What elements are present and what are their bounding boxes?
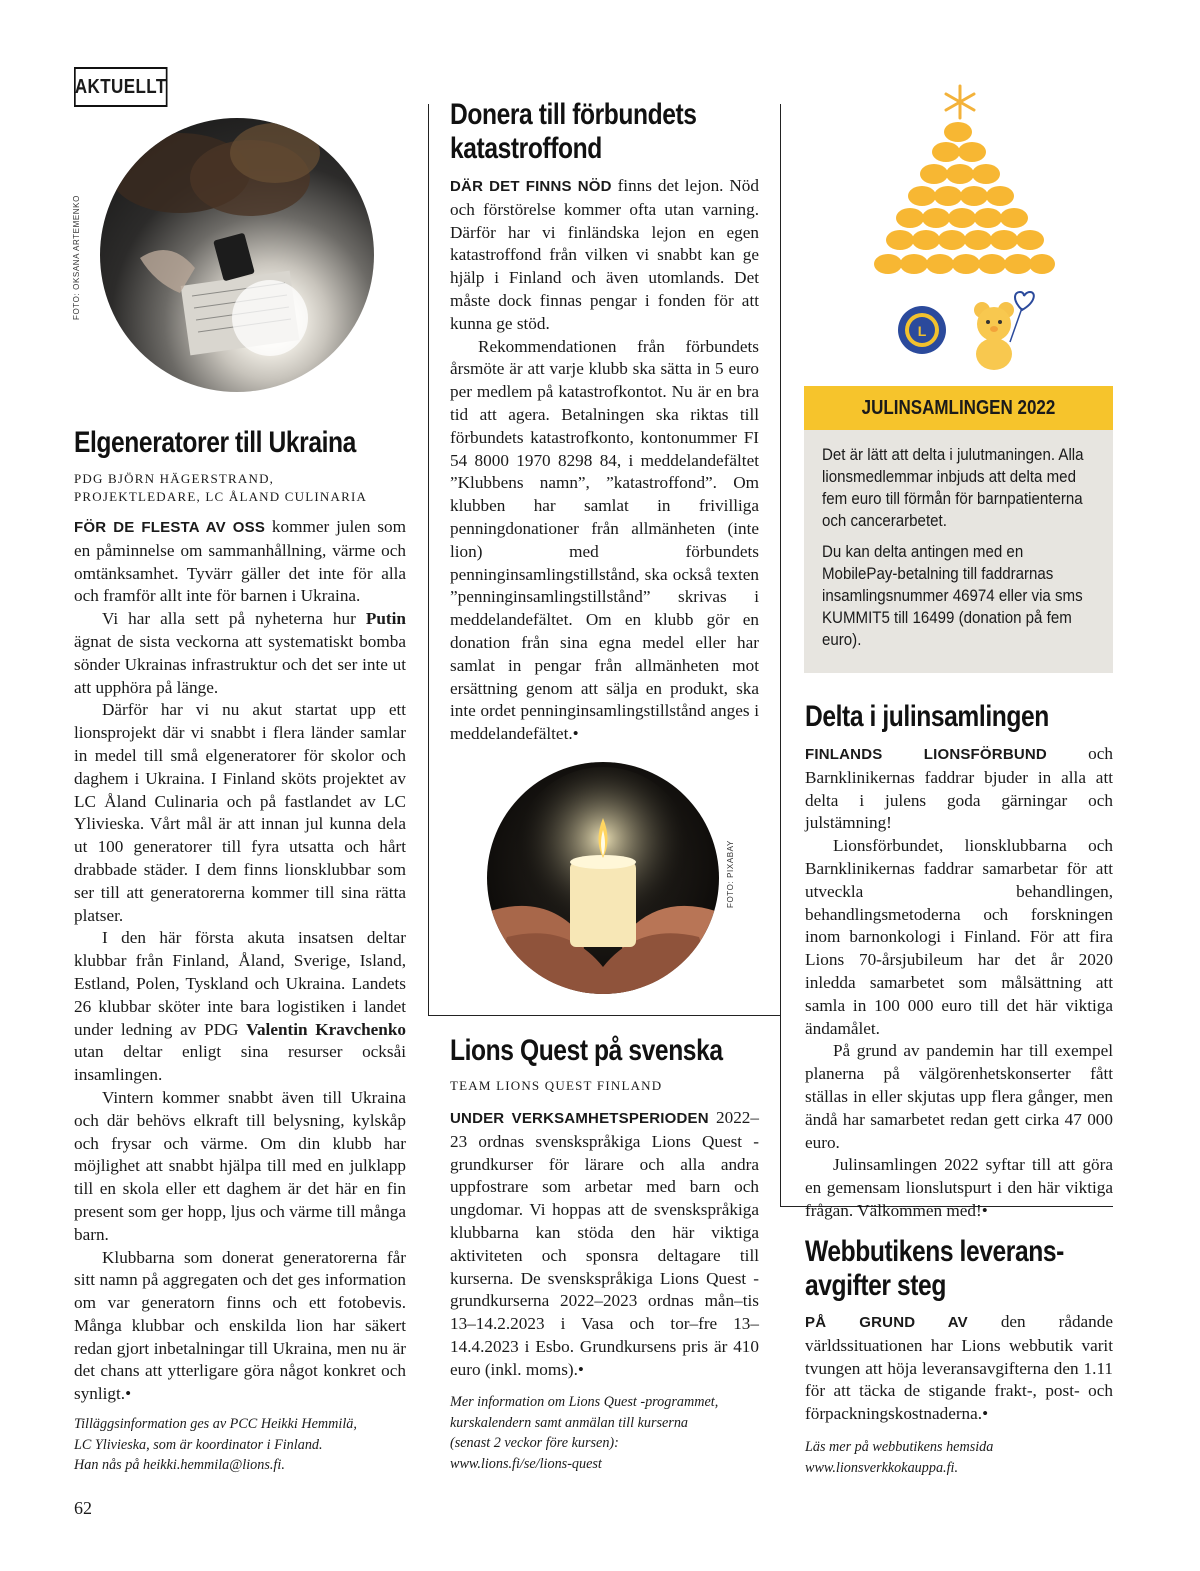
article-title-jul: Delta i julinsamlingen (805, 700, 1049, 733)
note-line: kurskalendern samt anmälan till kurserna (450, 1414, 689, 1431)
paragraph: På grund av pandemin har till exempel planerna på välgörenhetskonserter fått ställas in eller skjutas upp flera gånger, men ändå har samarbetet redan gett cirka 47 000 euro. (805, 1041, 1113, 1152)
note-ukraina (74, 1414, 414, 1476)
paragraph: Vintern kommer snabbt även till Ukraina och där behövs elkraft till belysning, kylskåp och frysar och värme. Om din klubb har möjlighet att snabbt hjälpa till med en julklapp till en skola eller ett daghem är det här en fin present som ger hopp, ljus och värme till många barn. (74, 1087, 406, 1244)
paragraph: Julinsamlingen 2022 syftar till att göra en gemensam lionslutspurt i den här viktiga frågan. Välkommen med!• (805, 1155, 1113, 1220)
article-title-ukraina: Elgeneratorer till Ukraina (74, 426, 356, 459)
note-link[interactable]: www.lionsverkkokauppa.fi. (805, 1459, 959, 1476)
photo-illustration (100, 118, 374, 392)
article-body-quest (450, 1107, 759, 1382)
tree-svg (860, 82, 1060, 377)
christmas-tree-illustration (860, 82, 1060, 377)
article-body-ukraina (74, 516, 406, 1406)
title-line: avgifter steg (805, 1269, 946, 1302)
lions-emblem (898, 306, 946, 354)
paragraph-text: Vi har alla sett på nyheterna hur (102, 609, 366, 629)
section-rule-quest (428, 1015, 780, 1016)
paragraph-text: I den här första akuta insatsen deltar klubbar från Finland, Åland, Sverige, Island, Estland, Polen, Tyskland och Ukraina. Landets 26 klubbar sköter inte bara logistiken i landet under ledning av PDG (74, 928, 406, 1039)
note-webb (805, 1437, 1115, 1478)
teddy-bear-illustration (974, 302, 1014, 370)
note-link[interactable]: www.lions.fi/se/lions-quest (450, 1455, 602, 1472)
title-line: Donera till förbundets (450, 98, 697, 131)
article-body-webb (805, 1311, 1113, 1426)
byline-quest: TEAM LIONS QUEST FINLAND (450, 1078, 663, 1093)
paragraph (805, 743, 1113, 835)
paragraph-text: 2022–23 ordnas svenskspråkiga Lions Quest -grundkurser för lärare och alla andra uppfostrare som arbetar med barn och ungdomar. Vi hoppas att de svenskspråkiga klubbarna kan stöda den här viktiga aktiviteten och sponsra deltagare till kurserna. De svenskspråkiga Lions Quest -grundkurserna 2022–2023 ordnas mån–tis 13–14.2.2023 i Vasa och tor–fre 13–14.4.2023 i Esbo. Grundkursens pris är 410 euro (inkl. moms).• (450, 1108, 759, 1379)
paragraph (74, 608, 406, 699)
box-paragraph: Det är lätt att delta i julutmaningen. Alla lionsmedlemmar inbjuds att delta med fem euro till förmån för barnpatienterna och cancerarbetet. (822, 446, 1084, 530)
paragraph (450, 1107, 759, 1382)
svg-text:L: L (917, 323, 927, 339)
article-title-quest: Lions Quest på svenska (450, 1034, 723, 1067)
photo-credit-ukraina: FOTO: OKSANA ARTEMENKO (72, 195, 81, 320)
note-line: (senast 2 veckor före kursen): (450, 1435, 619, 1451)
paragraph: Därför har vi nu akut startat upp ett lionsprojekt där vi snabbt i flera länder samlar in medel till små elgeneratorer för skolor och daghem i Ukraina. I Finland sköts projektet av LC Åland Culinaria och på fastlandet av LC Ylivieska. Vårt mål är att innan jul kunna dela ut 100 generatorer till fyra utsatta och hårt drabbade städer. I dem finns lionsklubbar som ser till att generatorerna kommer till sina rätta platser. (74, 700, 406, 925)
paragraph-text: ägnat de sista veckorna att systematiskt bomba sönder Ukrainas infrastruktur och det ser inte ut att upphöra på länge. (74, 631, 406, 697)
paragraph-text: och Barnklinikernas faddrar bjuder in alla att delta i julens goda gärningar och julstämning! (805, 744, 1113, 833)
note-line: Han nås på heikki.hemmila@lions.fi. (74, 1457, 285, 1473)
box-heading (804, 386, 1113, 430)
paragraph (74, 516, 406, 608)
title-line: katastroffond (450, 132, 602, 165)
paragraph (450, 175, 759, 336)
byline-ukraina (74, 470, 367, 506)
note-line: Läs mer på webbutikens hemsida (805, 1439, 994, 1455)
box-heading-text: JULINSAMLINGEN 2022 (861, 397, 1056, 419)
person-name: Putin (365, 609, 406, 629)
photo-children-writing (100, 118, 374, 392)
paragraph-text: utan deltar enligt sina resurser ocksåi insamlingen. (74, 1042, 406, 1085)
paragraph: Klubbarna som donerat generatorerna får sitt namn på aggregaten och det ges information om var generatorn finns och ett fotobevis. Många klubbar och enskilda lion har säkert redan gjort inbetalningar till Ukraina, men nu är det chans att ytterligare göra något konkret och synligt.• (74, 1247, 406, 1404)
info-box (804, 430, 1113, 673)
title-line: Webbutikens leverans- (805, 1235, 1064, 1268)
article-title-webb (805, 1235, 1064, 1303)
column-rule-left (428, 104, 429, 1016)
byline-line1: PDG BJÖRN HÄGERSTRAND, (74, 471, 275, 486)
article-title-katastrof (450, 98, 697, 166)
lead-in: UNDER VERKSAMHETSPERIODEN (450, 1110, 709, 1127)
lead-in: FÖR DE FLESTA AV OSS (74, 519, 266, 536)
column-rule-right (780, 104, 781, 1206)
paragraph: Lionsförbundet, lionsklubbarna och Barnklinikernas faddrar samarbetar för att utveckla behandlingen, behandlingsmetoderna och forskningen inom barnonkologi i Finland. För att fira Lions 70-årsjubileum har det år 2020 inledda samarbetet som målsättning att samla in 100 000 euro till det här viktiga ändamålet. (805, 836, 1113, 1038)
note-line: LC Ylivieska, som är koordinator i Finland. (74, 1436, 323, 1453)
candle-illustration (487, 762, 719, 994)
heart-balloon-icon (1010, 292, 1034, 342)
lead-in: FINLANDS LIONSFÖRBUND (805, 746, 1047, 763)
page-number: 62 (74, 1498, 92, 1518)
paragraph (805, 1311, 1113, 1426)
box-paragraph: Du kan delta antingen med en MobilePay-betalning till faddrarnas insamlingsnummer 46974 eller via sms KUMMIT5 till 16499 (donation på fem euro). (822, 543, 1083, 649)
paragraph-text: den rådande världssituationen har Lions webbutik varit tvungen att höja leveransavgifterna den 1.11 för att täcka de stigande frakt-, post- och förpackningskostnaderna.• (805, 1312, 1113, 1424)
photo-candle-hands (487, 762, 719, 994)
lead-in: DÄR DET FINNS NÖD (450, 178, 612, 195)
section-kicker: AKTUELLT (74, 67, 168, 107)
snowflake-icon (946, 86, 974, 118)
paragraph-text: kommer julen som en påminnelse om sammanhållning, värme och omtänksamhet. Tyvärr gäller det inte för alla och framför allt inte för barnen i Ukraina. (74, 517, 407, 606)
photo-credit-candle: FOTO: PIXABAY (726, 840, 735, 908)
paragraph-text: finns det lejon. Nöd och förstörelse kommer ofta utan varning. Därför har vi finländska lejon en egen katastroffond från vilken vi snabbt kan ge hjälp i Finland och även utomlands. Det måste dock finnas pengar i fonden för att kunna ge stöd. (450, 176, 759, 333)
article-body-katastrof (450, 175, 759, 746)
paragraph: Rekommendationen från förbundets årsmöte är att varje klubb ska sätta in 5 euro per medlem på katastrofkontot. Nu är en bra tid att agera. Betalningen ska riktas till förbundets katastrofkonto, kontonummer FI 54 8000 1970 8298 84, i meddelandefältet ”Klubbens namn”, ”katastroffond”. Om klubben har samlat in frivilliga penningdonationer från allmänheten (inte lion) med förbundets penninginsamlingstillstånd, ska också texten ”penninginsamlingstillstånd” skrivas i meddelandefältet. Om en klubb gör en donation från sina egna medel eller har samlat in pengar från allmänheten mot ersättning genom att sälja en produkt, ska inte ordet penninginsamlingstillstånd anges i meddelandefältet.• (450, 336, 759, 744)
note-line: Mer information om Lions Quest -programmet, (450, 1394, 719, 1410)
person-name: Valentin Kravchenko (246, 1019, 406, 1039)
paragraph (74, 927, 406, 1087)
note-line: Tilläggsinformation ges av PCC Heikki Hemmilä, (74, 1416, 357, 1432)
note-quest (450, 1392, 770, 1474)
byline-line2: PROJEKTLEDARE, LC ÅLAND CULINARIA (74, 489, 368, 504)
article-body-jul (805, 743, 1113, 1223)
lead-in: PÅ GRUND AV (805, 1314, 968, 1331)
